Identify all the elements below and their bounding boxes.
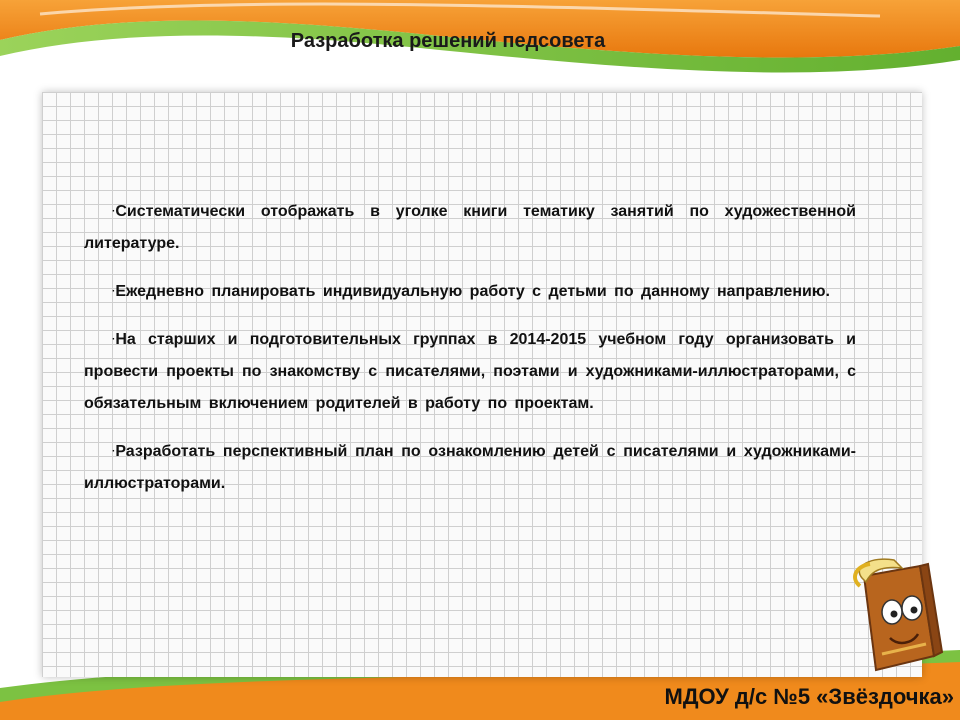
- list-item-text: Ежедневно планировать индивидуальную работу с детьми по данному направлению.: [115, 283, 830, 300]
- bullet-marker: ·: [112, 206, 116, 217]
- list-item-text: Разработать перспективный план по ознакомлению детей с писателями и художниками-иллюстраторами.: [84, 443, 856, 492]
- list-item: [84, 196, 856, 260]
- bullet-marker: ·: [112, 286, 116, 297]
- list-item-text: На старших и подготовительных группах в 2014-2015 учебном году организовать и провести проекты по знакомству с писателями, поэтами и художниками-иллюстраторами, с обязательным включением родителей в работу по проектам.: [84, 331, 856, 412]
- list-item: [84, 276, 856, 308]
- book-character-icon: [842, 556, 954, 676]
- list-item-text: Систематически отображать в уголке книги тематику занятий по художественной литературе.: [84, 203, 856, 252]
- list-item: [84, 436, 856, 500]
- list-item: [84, 324, 856, 420]
- content-body: [84, 196, 856, 516]
- bullet-marker: ·: [112, 334, 116, 345]
- slide-title: Разработка решений педсовета: [290, 30, 606, 52]
- footer-organization: МДОУ д/с №5 «Звёздочка»: [664, 684, 954, 709]
- bullet-marker: ·: [112, 446, 116, 457]
